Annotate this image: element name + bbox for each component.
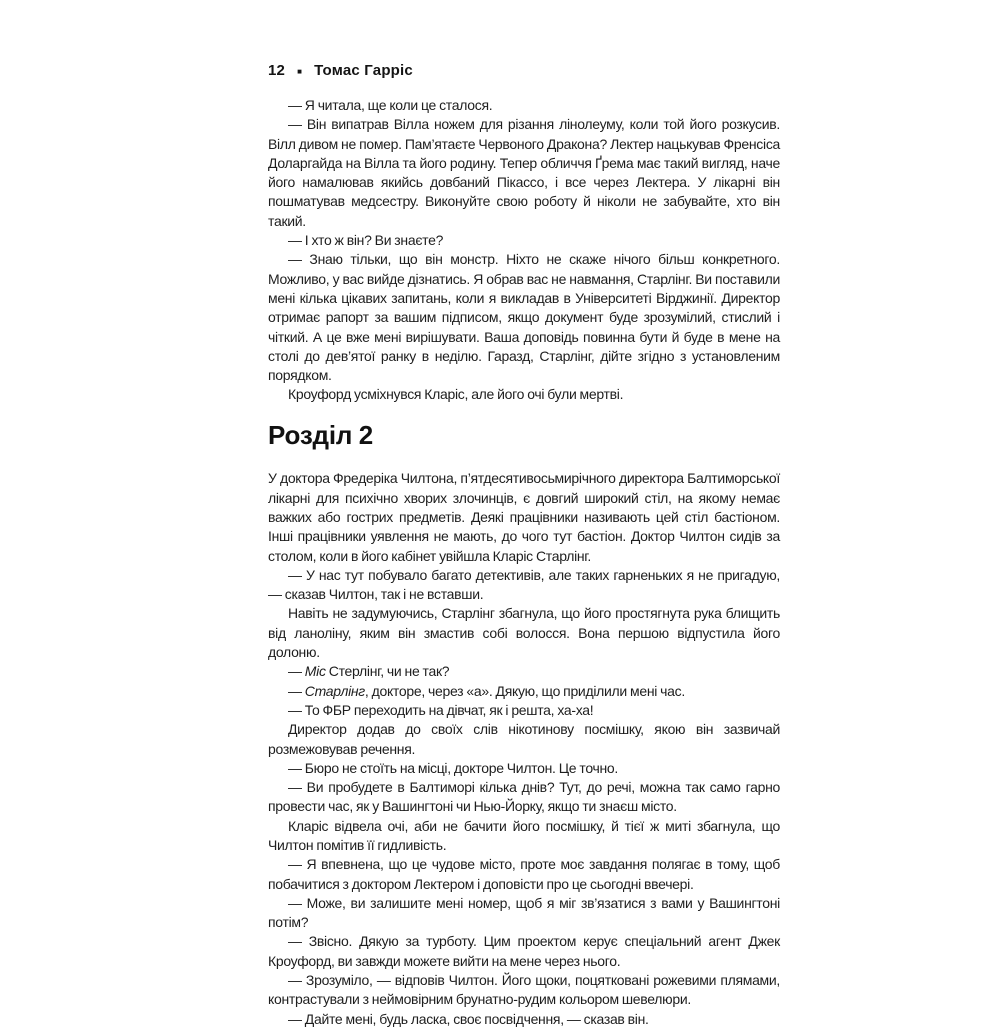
- text-run: — У нас тут побувало багато детективів, але таких гарненьких я не пригадую, — сказав Чилтон, так і не вставши.: [268, 566, 780, 603]
- text-run: Кроуфорд усміхнувся Кларіс, але його очі були мертві.: [288, 386, 624, 403]
- page-body: [268, 96, 780, 1029]
- paragraph: [268, 604, 780, 662]
- text-run: — Я впевнена, що це чудове місто, проте моє завдання полягає в тому, щоб побачитися з доктором Лектером і доповісти про це сьогодні ввечері.: [268, 856, 780, 892]
- italic-text-run: Міс: [304, 663, 326, 680]
- text-run: У доктора Фредеріка Чилтона, п’ятдесятивосьмирічного директора Балтиморської лікарні для психічно хворих злочинців, є довгий широкий стіл, на якому немає важких або гострих предметів. Деякі працівники називають цей стіл бастіоном. Інші працівники уявлення не мають, до чого тут бастіон. Доктор Чилтон сидів за столом, коли в його кабінет увійшла Кларіс Старлінг.: [268, 470, 780, 564]
- paragraph: [268, 778, 780, 817]
- running-title: Томас Гарріс: [314, 62, 413, 79]
- paragraph: [268, 250, 780, 385]
- square-bullet-icon: ■: [297, 66, 303, 76]
- text-run: —: [288, 663, 305, 680]
- paragraph: [268, 115, 780, 231]
- paragraph: [268, 662, 780, 681]
- paragraph: [268, 701, 780, 720]
- text-run: Директор додав до своїх слів нікотинову посмішку, якою він зазвичай розмежовував речення.: [268, 721, 780, 757]
- text-run: Кларіс відвела очі, аби не бачити його посмішку, й тієї ж миті збагнула, що Чилтон помітив її гидливість.: [268, 817, 780, 853]
- paragraph: [268, 682, 780, 701]
- text-run: — Звісно. Дякую за турботу. Цим проектом керує спеціальний агент Джек Кроуфорд, ви завжди можете вийти на мене через нього.: [268, 933, 780, 969]
- text-run: — Бюро не стоїть на місці, докторе Чилтон. Це точно.: [288, 759, 619, 776]
- text-run: — Я читала, ще коли це сталося.: [288, 97, 493, 113]
- paragraph: [268, 971, 780, 1010]
- text-run: — І хто ж він? Ви знаєте?: [288, 232, 444, 249]
- text-run: , докторе, через «а». Дякую, що приділили мені час.: [364, 682, 685, 699]
- text-run: — То ФБР переходить на дівчат, як і решта, ха-ха!: [288, 701, 594, 718]
- paragraph: [268, 1010, 780, 1029]
- running-header: [268, 62, 413, 79]
- text-run: Стерлінг, чи не так?: [325, 663, 450, 680]
- text-run: —: [288, 682, 305, 699]
- text-run: — Може, ви залишите мені номер, щоб я міг зв’язатися з вами у Вашингтоні потім?: [268, 894, 780, 931]
- chapter-heading: Розділ 2: [268, 419, 373, 450]
- text-run: — Дайте мені, будь ласка, своє посвідчення, — сказав він.: [288, 1010, 649, 1027]
- text-run: — Він випатрав Вілла ножем для різання лінолеуму, коли той його розкусив. Вілл дивом не помер. Пам’ятаєте Червоного Дракона? Лектер нацькував Френсіса Доларгайда на Вілла та його родину. Тепер обличчя Ґрема має такий вигляд, наче його намалював якийсь довбаний Пікассо, і все через Лектера. У лікарні він пошматував медсестру. Виконуйте свою роботу й ніколи не забувайте, хто він такий.: [268, 116, 780, 229]
- text-run: — Зрозуміло, — відповів Чилтон. Його щоки, поцятковані рожевими плямами, контрастували з неймовірним брунатно-рудим кольором шевелюри.: [268, 972, 780, 1008]
- paragraph: [268, 817, 780, 856]
- text-run: — Ви пробудете в Балтиморі кілька днів? Тут, до речі, можна так само гарно провести час, як у Вашингтоні чи Нью-Йорку, якщо ти знаєш місто.: [268, 779, 780, 815]
- text-run: — Знаю тільки, що він монстр. Ніхто не скаже нічого більш конкретного. Можливо, у вас вийде дізнатись. Я обрав вас не навмання, Старлінг. Ви поставили мені кілька цікавих запитань, коли я викладав в Університеті Вірджинії. Директор отримає рапорт за вашим підписом, якщо документ буде зрозумілий, стислий і чіткий. А це вже мені вирішувати. Ваша доповідь повинна бути й буде в мене на столі до дев’ятої ранку в неділю. Гаразд, Старлінг, дійте згідно з установленим порядком.: [268, 251, 780, 384]
- paragraph: [268, 759, 780, 778]
- paragraph: [268, 231, 780, 250]
- paragraph: [268, 469, 780, 565]
- paragraph: [268, 96, 780, 115]
- italic-text-run: Старлінг: [304, 682, 365, 699]
- paragraph: [268, 932, 780, 971]
- text-run: Навіть не задумуючись, Старлінг збагнула, що його простягнута рука блищить від ланоліну, яким він змастив собі волосся. Вона першою відпустила його долоню.: [268, 605, 780, 661]
- page-number: 12: [268, 62, 286, 79]
- paragraph: [268, 894, 780, 933]
- paragraph: [268, 385, 780, 404]
- paragraph: [268, 855, 780, 894]
- paragraph: [268, 566, 780, 605]
- paragraph: [268, 720, 780, 759]
